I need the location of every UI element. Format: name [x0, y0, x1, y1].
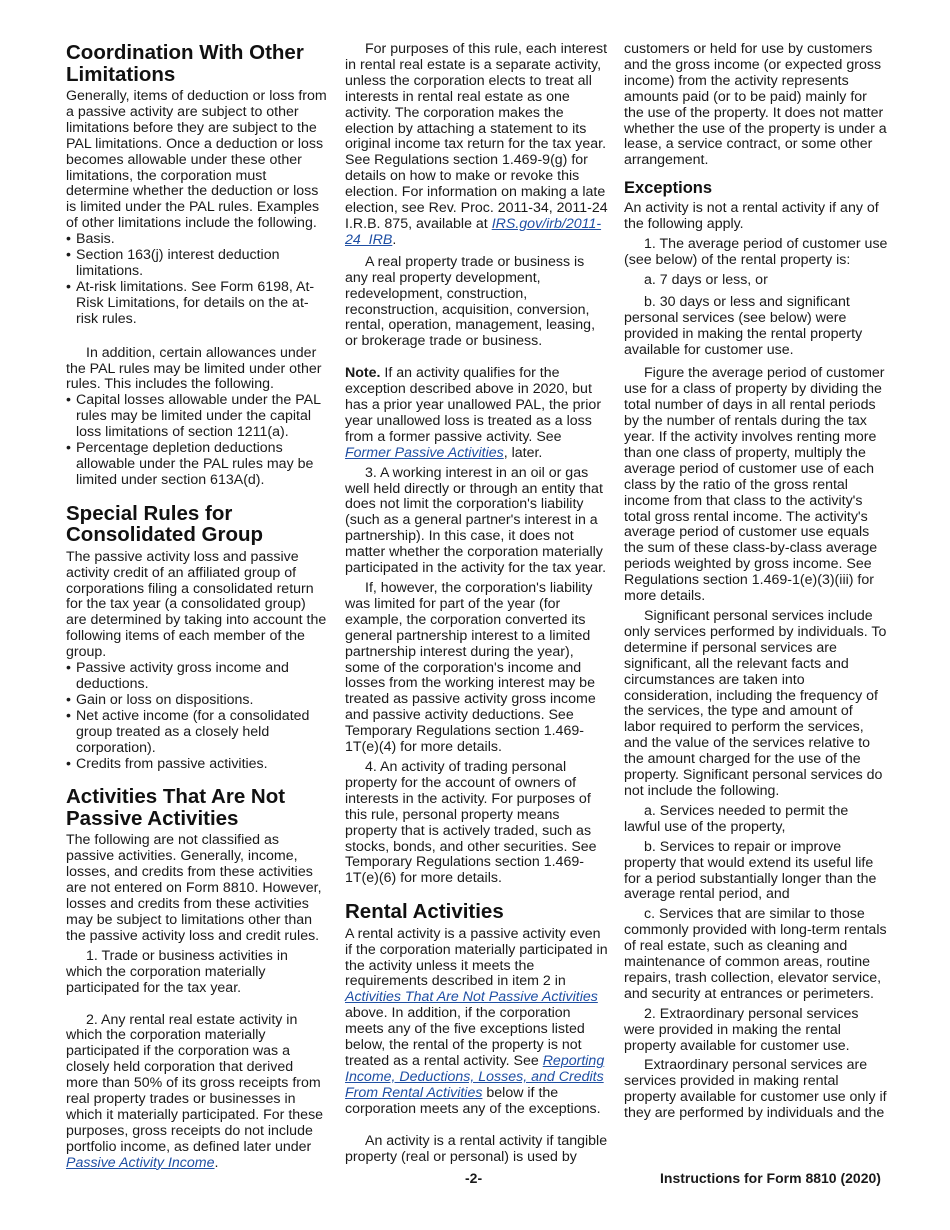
paragraph: A rental activity is a passive activity even if the corporation materially participated in the activity unless it meets the requirements described in item 2 in Activities That Are Not Passive Activities above. In addition, if the corporation meets any of the five exceptions listed below, the rental of the property is not treated as a rental activity. See Reporting Income, Deductions, Losses, and Credits From Rental Activities below if the corporation meets any of the exceptions.	[345, 925, 608, 1117]
paragraph: customers or held for use by customers and the gross income (or expected gross income) from the activity represents amounts paid (or to be paid) mainly for the use of the property. It does not matter whether the use of the property is under a lease, a service contract, or some other arrangement.	[624, 41, 887, 169]
link-passive-activity-income[interactable]: Passive Activity Income	[66, 1154, 215, 1171]
list-item: 4. An activity of trading personal property for the account of owners of interests in the activity. For purposes of this rule, personal property means property that is actively traded, such as stocks, bonds, and other securities. See Temporary Regulations section 1.469-1T(e)(6) for more details.	[345, 758, 597, 887]
paragraph: Generally, items of deduction or loss from a passive activity are subject to other limitations before they are subject to the PAL limitations. Once a deduction or loss becomes allowable under these other limitations, the corporation must determine whether the deduction or loss is limited under the PAL rules. Examples of other limitations include the following.	[66, 88, 327, 232]
paragraph: Significant personal services include only services performed by individuals. To determine if personal services are significant, all the relevant facts and circumstances are taken into consideration, including the frequency of the services, the type and amount of labor required to perform the services, and the value of the services relative to the amount charged for the use of the property. Significant personal services do not include the following.	[624, 608, 887, 799]
page-number: -2-	[465, 1170, 483, 1186]
heading-rental-activities: Rental Activities	[345, 900, 504, 924]
paragraph: Figure the average period of customer use for a class of property by dividing the total number of days in all rental periods by the number of rentals during the tax year. If the activity involves renting more than one class of property, multiply the average period of customer use of each class by the ratio of the gross rental income from that class to the activity's total gross rental income. The activity's average period of customer use equals the sum of these class-by-class average periods weighted by gross income. See Regulations section 1.469-1(e)(3)(iii) for more details.	[624, 365, 885, 605]
heading-exceptions: Exceptions	[624, 179, 713, 198]
link-not-passive-activities[interactable]: Activities That Are Not Passive Activities	[345, 989, 598, 1006]
bullet-item: • Basis.	[66, 232, 328, 248]
list-item: b. Services to repair or improve property that would extend its useful life for a period substantially longer than the average rental period, and	[624, 838, 877, 903]
list-item: 2. Extraordinary personal services were provided in making the rental property available for customer use.	[624, 1005, 859, 1054]
bullet-item: • Gain or loss on dispositions.	[66, 693, 328, 709]
heading-special-rules: Special Rules for Consolidated Group	[66, 501, 264, 547]
paragraph: In addition, certain allowances under the PAL rules may be limited under other rules. This includes the following.	[66, 344, 322, 393]
note-paragraph: Note. If an activity qualifies for the exception described above in 2020, but has a prior year unallowed PAL, the prior year unallowed loss is treated as a loss from a former passive activity. See Former Passive Activities, later.	[345, 365, 602, 461]
bullet-item: • Passive activity gross income and deductions.	[66, 661, 328, 693]
paragraph: An activity is a rental activity if tangible property (real or personal) is used by	[345, 1132, 608, 1165]
column-2	[345, 42, 609, 1165]
list-item: a. 7 days or less, or	[644, 271, 768, 288]
list-item: c. Services that are similar to those commonly provided with long-term rentals of real estate, such as cleaning and maintenance of common areas, routine repairs, trash collection, elevator service, and security at entrances or perimeters.	[624, 906, 887, 1002]
bullet-item: • Capital losses allowable under the PAL rules may be limited under the capital loss limitations of section 1211(a).	[66, 393, 328, 441]
paragraph: A real property trade or business is any real property development, redevelopment, construction, reconstruction, acquisition, conversion, rental, operation, management, leasing, or brokerage trade or business.	[345, 253, 596, 350]
paragraph: The following are not classified as passive activities. Generally, income, losses, and credits from these activities are not entered on Form 8810. However, losses and credits from these activities may be subject to limitations other than the passive activity loss and credit rules.	[66, 832, 322, 944]
paragraph: The passive activity loss and passive activity credit of an affiliated group of corporations filing a consolidated return for the tax year (a consolidated group) are determined by taking into account the following items of each member of the group.	[66, 548, 327, 661]
column-3	[624, 42, 888, 1122]
bullet-item: • Section 163(j) interest deduction limitations.	[66, 248, 328, 280]
bullet-item: • Net active income (for a consolidated group treated as a closely held corporation).	[66, 709, 328, 757]
list-item: 3. A working interest in an oil or gas well held directly or through an entity that does not limit the corporation's liability (such as a general partner's interest in a partnership). In this case, it does not matter whether the corporation materially participated in the activity for the tax year.	[345, 464, 607, 577]
list-item: 2. Any rental real estate activity in which the corporation materially participated if the corporation was a closely held corporation that derived more than 50% of its gross receipts from real property trades or businesses in which it materially participated. For these purposes, gross receipts do not include portfolio income, as defined later under Passive Activity Income.	[66, 1011, 324, 1171]
bullet-item: • Credits from passive activities.	[66, 757, 328, 773]
bullet-item: • At-risk limitations. See Form 6198, At-Risk Limitations, for details on the at-risk rules.	[66, 280, 328, 328]
list-item: 1. Trade or business activities in which the corporation materially participated for the tax year.	[66, 947, 288, 996]
list-item: b. 30 days or less and significant personal services (see below) were provided in making the rental property available for customer use.	[624, 293, 863, 358]
link-irs-irb[interactable]: IRS.gov/irb/2011-24_IRB	[345, 215, 602, 248]
list-item: 1. The average period of customer use (see below) of the rental property is:	[624, 236, 888, 268]
list-item: a. Services needed to permit the lawful use of the property,	[624, 802, 849, 835]
paragraph: For purposes of this rule, each interest in rental real estate is a separate activity, unless the corporation elects to treat all interests in rental real estate as one activity. The corporation makes the election by attaching a statement to its original income tax return for the tax year. See Regulations section 1.469-9(g) for details on how to make or revoke this election. For information on making a late election, see Rev. Proc. 2011-34, 2011-24 I.R.B. 875, available at IRS.gov/irb/2011-24_IRB.	[345, 41, 608, 248]
form-title-footer: Instructions for Form 8810 (2020)	[660, 1170, 881, 1186]
heading-coordination: Coordination With Other Limitations	[66, 41, 304, 86]
column-1	[66, 42, 328, 1172]
link-former-passive[interactable]: Former Passive Activities	[345, 444, 504, 461]
paragraph: If, however, the corporation's liability was limited for part of the year (for example, the corporation converted its general partnership interest to a limited partnership interest during the year), some of the corporation's income and losses from the working interest may be treated as passive activity gross income and passive activity deductions. See Temporary Regulations section 1.469-1T(e)(4) for more details.	[345, 580, 596, 756]
paragraph: An activity is not a rental activity if any of the following apply.	[624, 200, 879, 233]
link-reporting-rental[interactable]: Reporting Income, Deductions, Losses, and Credits From Rental Activities	[345, 1052, 605, 1101]
paragraph: Extraordinary personal services are services provided in making rental property available for customer use only if they are performed by individuals and the	[624, 1057, 887, 1122]
bullet-item: • Percentage depletion deductions allowable under the PAL rules may be limited under section 613A(d).	[66, 441, 328, 489]
heading-not-passive: Activities That Are Not Passive Activities	[66, 785, 286, 830]
